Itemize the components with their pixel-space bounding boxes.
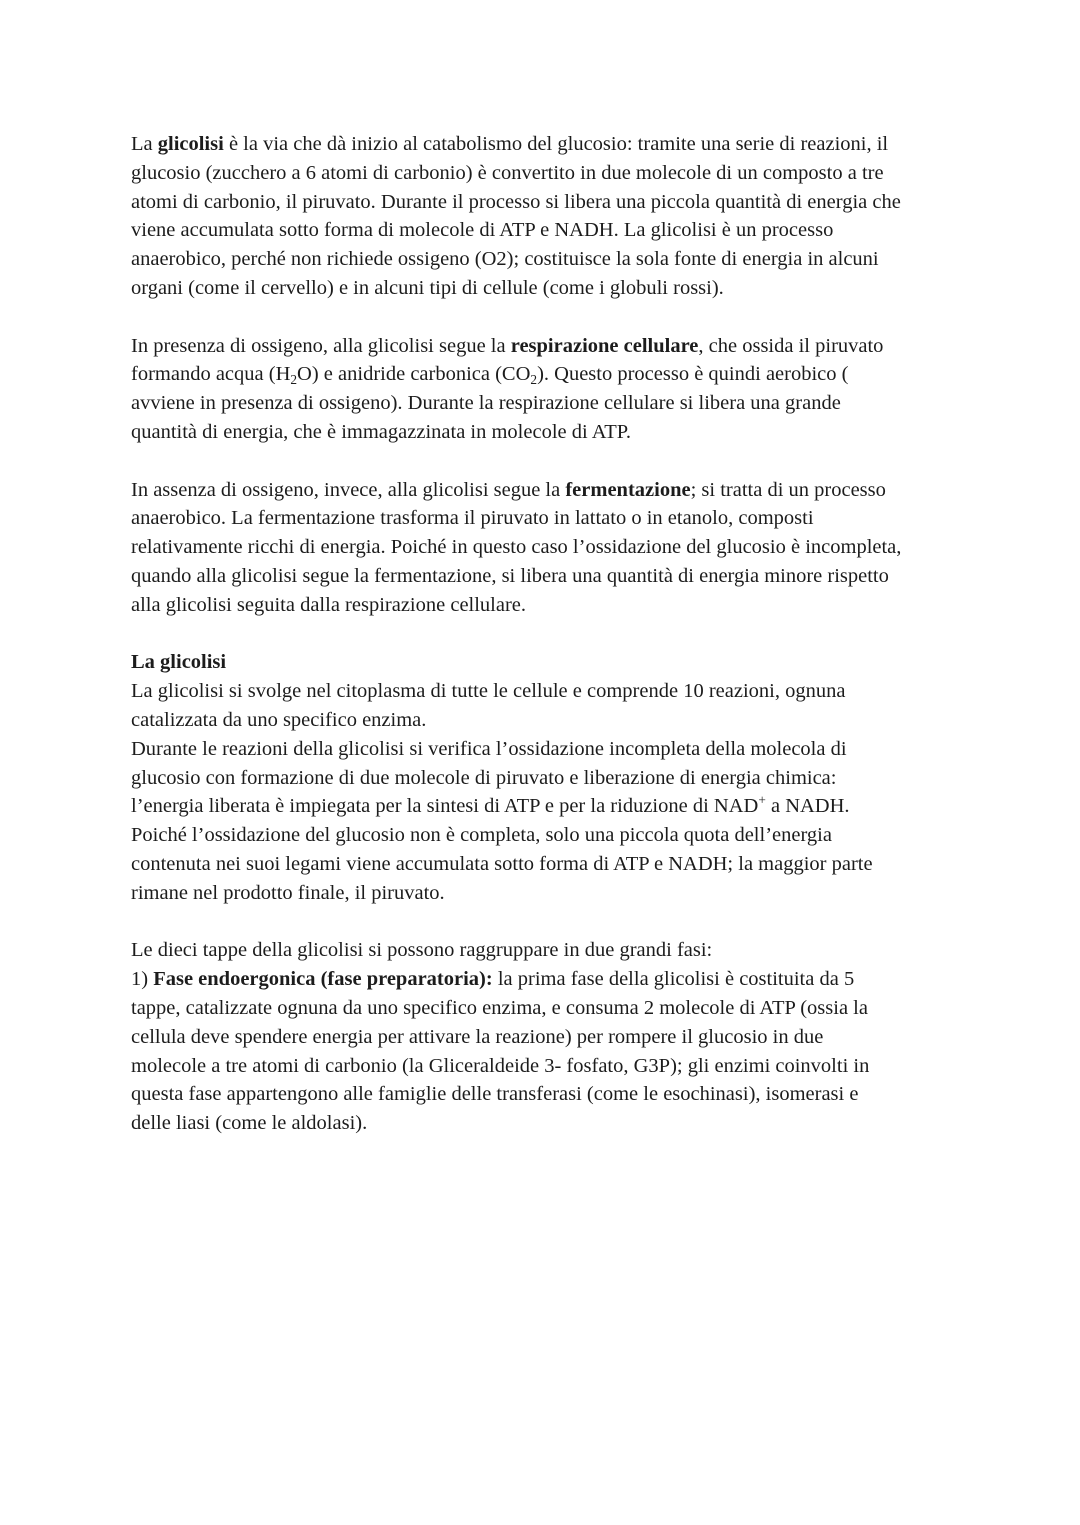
text-run: ; si tratta di un processo — [690, 478, 886, 501]
text-line: tappe, catalizzate ognuna da uno specifico enzima, e consuma 2 molecole di ATP (ossia la — [131, 996, 868, 1019]
document-page — [131, 130, 961, 1138]
heading-text: La glicolisi — [131, 651, 227, 674]
section-heading — [131, 648, 961, 677]
text-run: La — [131, 133, 158, 155]
text-line: glucosio (zucchero a 6 atomi di carbonio) è convertito in due molecole di un composto a tre — [131, 161, 884, 184]
text-line: Durante le reazioni della glicolisi si verifica l’ossidazione incompleta della molecola di — [131, 737, 847, 760]
text-run: ). Questo processo è quindi aerobico ( — [537, 363, 849, 386]
fermentation-term: fermentazione — [565, 478, 691, 501]
text-line: contenuta nei suoi legami viene accumulata sotto forma di ATP e NADH; la maggior parte — [131, 852, 873, 875]
text-line — [131, 332, 961, 361]
text-run: O) e anidride carbonica (CO — [297, 363, 531, 386]
text-line — [131, 130, 961, 159]
text-line: avviene in presenza di ossigeno). Durante la respirazione cellulare si libera una grande — [131, 392, 841, 415]
text-run: , che ossida il piruvato — [698, 334, 884, 357]
text-line: anaerobico. La fermentazione trasforma il piruvato in lattato o in etanolo, composti — [131, 507, 814, 530]
text-run: a NADH. — [765, 795, 850, 818]
text-run: In assenza di ossigeno, invece, alla glicolisi segue la — [131, 478, 566, 501]
text-line: cellula deve spendere energia per attivare la reazione) per rompere il glucosio in due — [131, 1025, 824, 1048]
text-line: molecole a tre atomi di carbonio (la Gliceraldeide 3- fosfato, G3P); gli enzimi coinvolti in — [131, 1054, 870, 1077]
glycolysis-section — [131, 648, 961, 907]
intro-paragraph — [131, 130, 961, 303]
text-line — [131, 792, 961, 821]
text-line: Poiché l’ossidazione del glucosio non è completa, solo una piccola quota dell’energia — [131, 824, 832, 847]
text-line: delle liasi (come le aldolasi). — [131, 1112, 368, 1135]
respiration-paragraph — [131, 332, 961, 447]
text-run: la prima fase della glicolisi è costituita da 5 — [492, 968, 855, 991]
text-line: questa fase appartengono alle famiglie delle transferasi (come le esochinasi), isomerasi e — [131, 1083, 859, 1106]
text-run: è la via che dà inizio al catabolismo del glucosio: tramite una serie di reazioni, il — [223, 133, 889, 155]
superscript: + — [758, 793, 766, 808]
text-line: Le dieci tappe della glicolisi si possono raggruppare in due grandi fasi: — [131, 939, 713, 962]
text-line: alla glicolisi seguita dalla respirazione cellulare. — [131, 593, 527, 616]
phases-paragraph — [131, 936, 961, 1138]
phase1-term: Fase endoergonica (fase preparatoria): — [153, 968, 493, 991]
text-line: quantità di energia, che è immagazzinata in molecole di ATP. — [131, 420, 631, 443]
respiration-term: respirazione cellulare — [510, 334, 699, 357]
text-line: catalizzata da uno specifico enzima. — [131, 708, 427, 731]
fermentation-paragraph — [131, 476, 961, 620]
text-line — [131, 360, 961, 389]
subscript: 2 — [290, 372, 298, 388]
text-line: atomi di carbonio, il piruvato. Durante il processo si libera una piccola quantità di energia che — [131, 190, 901, 213]
text-line: anaerobico, perché non richiede ossigeno (O2); costituisce la sola fonte di energia in alcuni — [131, 248, 879, 271]
text-run: formando acqua (H — [131, 363, 291, 386]
text-run: l’energia liberata è impiegata per la sintesi di ATP e per la riduzione di NAD — [131, 795, 759, 818]
text-line: glucosio con formazione di due molecole di piruvato e liberazione di energia chimica: — [131, 766, 837, 789]
list-number: 1) — [131, 968, 154, 991]
text-line: La glicolisi si svolge nel citoplasma di tutte le cellule e comprende 10 reazioni, ognuna — [131, 680, 846, 703]
text-line: rimane nel prodotto finale, il piruvato. — [131, 881, 445, 904]
text-line: organi (come il cervello) e in alcuni tipi di cellule (come i globuli rossi). — [131, 276, 724, 299]
text-line — [131, 476, 961, 505]
text-line: viene accumulata sotto forma di molecole di ATP e NADH. La glicolisi è un processo — [131, 219, 834, 242]
text-line: quando alla glicolisi segue la fermentazione, si libera una quantità di energia minore rispetto — [131, 564, 889, 587]
subscript: 2 — [530, 372, 538, 388]
glycolysis-term: glicolisi — [157, 133, 224, 155]
text-line — [131, 965, 961, 994]
text-run: In presenza di ossigeno, alla glicolisi segue la — [131, 334, 511, 357]
text-line: relativamente ricchi di energia. Poiché in questo caso l’ossidazione del glucosio è incompleta, — [131, 536, 902, 559]
